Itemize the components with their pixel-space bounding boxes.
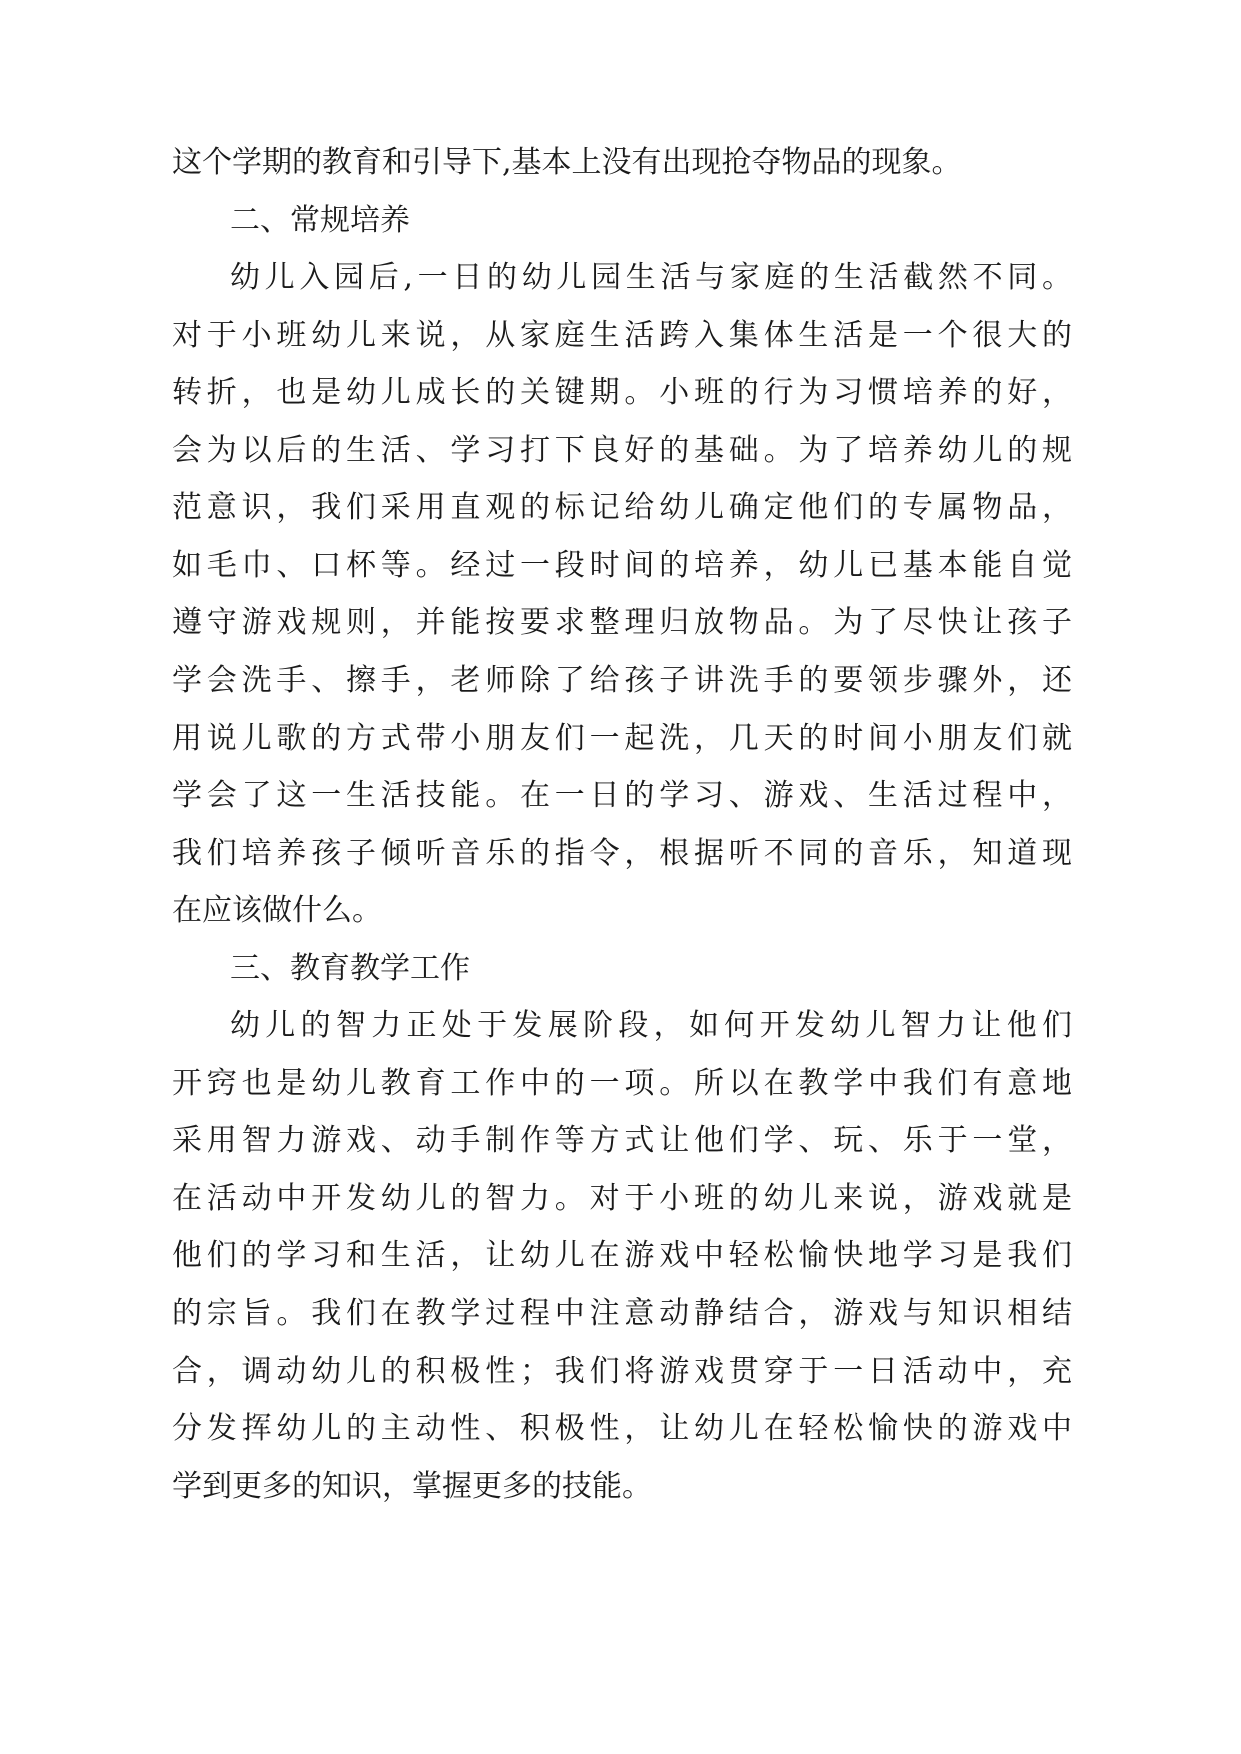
- paragraph-line: 我们培养孩子倾听音乐的指令，根据听不同的音乐，知道现: [172, 836, 1072, 871]
- paragraph-line: 在应该做什么。: [172, 893, 382, 928]
- paragraph-line: 用说儿歌的方式带小朋友们一起洗，几天的时间小朋友们就: [172, 721, 1072, 756]
- paragraph-line: 开窍也是幼儿教育工作中的一项。所以在教学中我们有意地: [172, 1066, 1072, 1101]
- paragraph-line: 幼儿入园后,一日的幼儿园生活与家庭的生活截然不同。: [230, 260, 1072, 295]
- paragraph-line: 对于小班幼儿来说，从家庭生活跨入集体生活是一个很大的: [172, 318, 1072, 353]
- paragraph-line: 在活动中开发幼儿的智力。对于小班的幼儿来说，游戏就是: [172, 1181, 1072, 1216]
- paragraph-line: 学到更多的知识，掌握更多的技能。: [172, 1469, 652, 1504]
- paragraph-line: 幼儿的智力正处于发展阶段，如何开发幼儿智力让他们: [230, 1008, 1072, 1043]
- paragraph-line: 如毛巾、口杯等。经过一段时间的培养，幼儿已基本能自觉: [172, 548, 1072, 583]
- section-heading: 二、常规培养: [230, 203, 410, 238]
- paragraph-line: 遵守游戏规则，并能按要求整理归放物品。为了尽快让孩子: [172, 605, 1072, 640]
- paragraph-line: 范意识，我们采用直观的标记给幼儿确定他们的专属物品，: [172, 490, 1072, 525]
- paragraph-line: 采用智力游戏、动手制作等方式让他们学、玩、乐于一堂，: [172, 1123, 1072, 1158]
- paragraph-line: 合，调动幼儿的积极性；我们将游戏贯穿于一日活动中，充: [172, 1354, 1072, 1389]
- paragraph-line: 学会了这一生活技能。在一日的学习、游戏、生活过程中，: [172, 778, 1072, 813]
- paragraph-line: 学会洗手、擦手，老师除了给孩子讲洗手的要领步骤外，还: [172, 663, 1072, 698]
- paragraph-line: 会为以后的生活、学习打下良好的基础。为了培养幼儿的规: [172, 433, 1072, 468]
- paragraph-line: 转折，也是幼儿成长的关键期。小班的行为习惯培养的好，: [172, 375, 1072, 410]
- paragraph-line: 的宗旨。我们在教学过程中注意动静结合，游戏与知识相结: [172, 1296, 1072, 1331]
- section-heading: 三、教育教学工作: [230, 951, 470, 986]
- paragraph-line: 他们的学习和生活，让幼儿在游戏中轻松愉快地学习是我们: [172, 1238, 1072, 1273]
- paragraph-line: 分发挥幼儿的主动性、积极性，让幼儿在轻松愉快的游戏中: [172, 1411, 1072, 1446]
- paragraph-line: 这个学期的教育和引导下,基本上没有出现抢夺物品的现象。: [172, 145, 962, 180]
